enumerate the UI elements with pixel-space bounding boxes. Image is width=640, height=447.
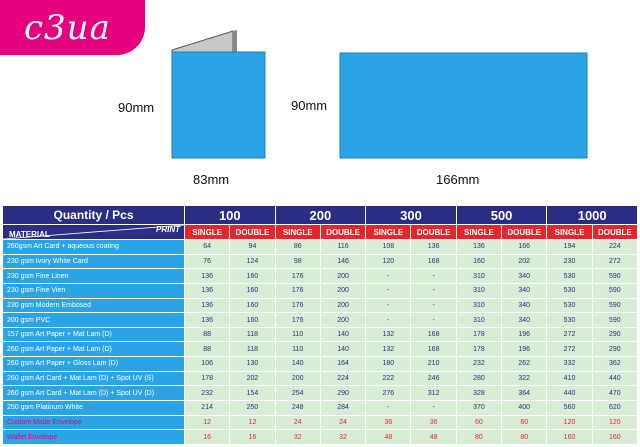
price-cell: 290 xyxy=(320,386,365,401)
price-cell: 254 xyxy=(275,386,320,401)
price-cell: 400 xyxy=(502,401,547,416)
price-cell: 140 xyxy=(320,342,365,357)
price-cell: 160 xyxy=(230,283,275,298)
small-card-front xyxy=(172,52,265,158)
price-table-body xyxy=(3,240,638,445)
single-header: SINGLE xyxy=(275,225,320,240)
table-row xyxy=(3,327,638,342)
price-cell: - xyxy=(411,283,456,298)
price-cell: 166 xyxy=(502,240,547,255)
table-row xyxy=(3,298,638,313)
price-cell: 160 xyxy=(456,254,501,269)
price-cell: 178 xyxy=(456,342,501,357)
price-cell: 154 xyxy=(230,386,275,401)
price-cell: 230 xyxy=(547,254,592,269)
price-cell: 136 xyxy=(185,283,230,298)
logo-text: c3ua xyxy=(24,8,111,48)
price-cell: 224 xyxy=(592,240,637,255)
price-cell: 310 xyxy=(456,283,501,298)
material-name: 260gsm Art Card + aqueous coating xyxy=(3,240,185,255)
price-cell: 332 xyxy=(547,357,592,372)
price-cell: 110 xyxy=(275,327,320,342)
price-cell: 224 xyxy=(320,371,365,386)
qty-header: 100 xyxy=(185,206,276,225)
price-cell: 620 xyxy=(592,401,637,416)
price-cell: 194 xyxy=(547,240,592,255)
price-cell: 290 xyxy=(592,327,637,342)
price-cell: 222 xyxy=(366,371,411,386)
price-cell: 16 xyxy=(185,430,230,445)
table-row xyxy=(3,357,638,372)
table-row xyxy=(3,415,638,430)
material-name: 230 gsm Ivory White Card xyxy=(3,254,185,269)
price-cell: 246 xyxy=(411,371,456,386)
price-cell: 196 xyxy=(502,342,547,357)
price-cell: 160 xyxy=(547,430,592,445)
price-cell: 132 xyxy=(366,342,411,357)
single-header: SINGLE xyxy=(547,225,592,240)
material-name: 230 gsm Modern Embosed xyxy=(3,298,185,313)
price-cell: 590 xyxy=(592,283,637,298)
price-cell: 210 xyxy=(411,357,456,372)
price-cell: 202 xyxy=(502,254,547,269)
price-cell: 340 xyxy=(502,298,547,313)
price-cell: 248 xyxy=(275,401,320,416)
price-cell: 310 xyxy=(456,313,501,328)
price-cell: - xyxy=(411,401,456,416)
price-cell: 118 xyxy=(230,342,275,357)
price-cell: 136 xyxy=(185,313,230,328)
price-cell: 590 xyxy=(592,298,637,313)
price-cell: 32 xyxy=(275,430,320,445)
price-cell: 160 xyxy=(230,298,275,313)
material-name: Custom Made Envelope xyxy=(3,415,185,430)
table-row xyxy=(3,386,638,401)
price-cell: 36 xyxy=(411,415,456,430)
material-name: 200 gsm PVC xyxy=(3,313,185,328)
price-cell: 340 xyxy=(502,283,547,298)
qty-header: 500 xyxy=(456,206,547,225)
price-cell: 86 xyxy=(275,240,320,255)
price-cell: 196 xyxy=(502,327,547,342)
qty-header: 1000 xyxy=(547,206,638,225)
price-cell: 340 xyxy=(502,269,547,284)
price-cell: 116 xyxy=(320,240,365,255)
double-header: DOUBLE xyxy=(320,225,365,240)
table-row xyxy=(3,269,638,284)
price-cell: 178 xyxy=(185,371,230,386)
price-cell: 590 xyxy=(592,269,637,284)
price-cell: 12 xyxy=(185,415,230,430)
price-cell: 470 xyxy=(592,386,637,401)
price-cell: 136 xyxy=(456,240,501,255)
price-cell: 24 xyxy=(320,415,365,430)
material-name: 260 gsm Art Paper + Mat Lam (D) xyxy=(3,342,185,357)
price-cell: 168 xyxy=(411,254,456,269)
price-cell: 120 xyxy=(366,254,411,269)
price-cell: 176 xyxy=(275,269,320,284)
price-cell: 280 xyxy=(456,371,501,386)
single-header: SINGLE xyxy=(456,225,501,240)
price-cell: - xyxy=(366,298,411,313)
large-card-flat xyxy=(340,53,587,158)
price-cell: 200 xyxy=(275,371,320,386)
price-cell: 164 xyxy=(320,357,365,372)
price-cell: 94 xyxy=(230,240,275,255)
qty-header: 300 xyxy=(366,206,457,225)
price-cell: 200 xyxy=(320,298,365,313)
price-cell: 132 xyxy=(366,327,411,342)
price-cell: 214 xyxy=(185,401,230,416)
price-cell: 560 xyxy=(547,401,592,416)
price-cell: 88 xyxy=(185,342,230,357)
table-row xyxy=(3,342,638,357)
price-cell: 180 xyxy=(366,357,411,372)
price-cell: 88 xyxy=(185,327,230,342)
price-cell: 80 xyxy=(456,430,501,445)
price-cell: 530 xyxy=(547,283,592,298)
material-name: 157 gsm Art Paper + Mat Lam (D) xyxy=(3,327,185,342)
price-cell: 32 xyxy=(320,430,365,445)
price-cell: - xyxy=(411,313,456,328)
price-cell: 124 xyxy=(230,254,275,269)
price-cell: 530 xyxy=(547,269,592,284)
quantity-header: Quantity / Pcs xyxy=(3,206,185,225)
price-cell: 118 xyxy=(230,327,275,342)
price-cell: 276 xyxy=(366,386,411,401)
price-cell: 176 xyxy=(275,283,320,298)
print-label: PRINT xyxy=(156,225,180,234)
material-name: 260 gsm Art Card + Mat Lam (D) + Spot UV (S) xyxy=(3,371,185,386)
price-cell: 590 xyxy=(592,313,637,328)
price-cell: 530 xyxy=(547,298,592,313)
price-cell: 60 xyxy=(456,415,501,430)
price-cell: 284 xyxy=(320,401,365,416)
price-cell: 200 xyxy=(320,313,365,328)
price-cell: 36 xyxy=(366,415,411,430)
price-cell: - xyxy=(366,283,411,298)
price-cell: 120 xyxy=(547,415,592,430)
price-cell: 310 xyxy=(456,298,501,313)
price-cell: 340 xyxy=(502,313,547,328)
price-cell: 232 xyxy=(185,386,230,401)
price-cell: 60 xyxy=(502,415,547,430)
price-cell: 106 xyxy=(185,357,230,372)
material-name: 230 gsm Fine Vien xyxy=(3,283,185,298)
material-label: MATERIAL xyxy=(9,230,50,239)
price-cell: 76 xyxy=(185,254,230,269)
large-card-height-label: 90mm xyxy=(291,98,328,113)
double-header: DOUBLE xyxy=(411,225,456,240)
price-cell: 262 xyxy=(502,357,547,372)
price-cell: 272 xyxy=(547,342,592,357)
material-print-header xyxy=(3,225,185,240)
material-name: Wallet Envelope xyxy=(3,430,185,445)
double-header: DOUBLE xyxy=(592,225,637,240)
price-cell: 64 xyxy=(185,240,230,255)
price-cell: - xyxy=(366,401,411,416)
price-cell: 160 xyxy=(230,313,275,328)
table-row xyxy=(3,240,638,255)
price-cell: 160 xyxy=(230,269,275,284)
material-name: 230 gsm Fine Linen xyxy=(3,269,185,284)
price-cell: 370 xyxy=(456,401,501,416)
single-header: SINGLE xyxy=(185,225,230,240)
price-cell: - xyxy=(411,298,456,313)
price-cell: 98 xyxy=(275,254,320,269)
price-cell: 130 xyxy=(230,357,275,372)
price-cell: 322 xyxy=(502,371,547,386)
price-cell: 178 xyxy=(456,327,501,342)
price-cell: 200 xyxy=(320,283,365,298)
price-cell: 272 xyxy=(547,327,592,342)
price-cell: 290 xyxy=(592,342,637,357)
price-cell: 168 xyxy=(411,327,456,342)
price-cell: 48 xyxy=(411,430,456,445)
price-table xyxy=(2,205,638,445)
price-cell: 120 xyxy=(592,415,637,430)
price-cell: 200 xyxy=(320,269,365,284)
price-cell: 110 xyxy=(275,342,320,357)
price-cell: 16 xyxy=(230,430,275,445)
price-cell: - xyxy=(411,269,456,284)
price-cell: 136 xyxy=(185,269,230,284)
table-row xyxy=(3,254,638,269)
price-cell: 328 xyxy=(456,386,501,401)
price-cell: 250 xyxy=(230,401,275,416)
price-cell: 530 xyxy=(547,313,592,328)
price-cell: 310 xyxy=(456,269,501,284)
table-row xyxy=(3,401,638,416)
price-cell: 440 xyxy=(592,371,637,386)
price-cell: 272 xyxy=(592,254,637,269)
small-card-height-label: 90mm xyxy=(118,100,155,115)
material-name: 260 gsm Art Card + Mat Lam (D) + Spot UV (D) xyxy=(3,386,185,401)
price-cell: - xyxy=(366,269,411,284)
price-cell: 146 xyxy=(320,254,365,269)
single-header: SINGLE xyxy=(366,225,411,240)
price-cell: 176 xyxy=(275,313,320,328)
price-cell: 364 xyxy=(502,386,547,401)
small-card-width-label: 83mm xyxy=(193,172,230,187)
table-row xyxy=(3,283,638,298)
large-card-width-label: 166mm xyxy=(436,172,480,187)
material-name: 250 gsm Platinum White xyxy=(3,401,185,416)
price-cell: 202 xyxy=(230,371,275,386)
card-fold-flap xyxy=(172,31,233,52)
price-cell: 312 xyxy=(411,386,456,401)
price-cell: 410 xyxy=(547,371,592,386)
price-cell: 24 xyxy=(275,415,320,430)
price-cell: 160 xyxy=(592,430,637,445)
table-row xyxy=(3,430,638,445)
price-cell: 136 xyxy=(185,298,230,313)
price-cell: 12 xyxy=(230,415,275,430)
qty-header: 200 xyxy=(275,206,366,225)
price-cell: 362 xyxy=(592,357,637,372)
table-row xyxy=(3,371,638,386)
price-cell: 140 xyxy=(275,357,320,372)
price-cell: 440 xyxy=(547,386,592,401)
price-cell: 108 xyxy=(366,240,411,255)
material-name: 260 gsm Art Paper + Gloss Lam (D) xyxy=(3,357,185,372)
price-cell: 48 xyxy=(366,430,411,445)
card-fold-shadow xyxy=(233,30,237,52)
double-header: DOUBLE xyxy=(230,225,275,240)
price-cell: 136 xyxy=(411,240,456,255)
price-cell: - xyxy=(366,313,411,328)
double-header: DOUBLE xyxy=(502,225,547,240)
price-cell: 168 xyxy=(411,342,456,357)
price-cell: 80 xyxy=(502,430,547,445)
table-row xyxy=(3,313,638,328)
price-cell: 176 xyxy=(275,298,320,313)
price-cell: 232 xyxy=(456,357,501,372)
price-cell: 140 xyxy=(320,327,365,342)
